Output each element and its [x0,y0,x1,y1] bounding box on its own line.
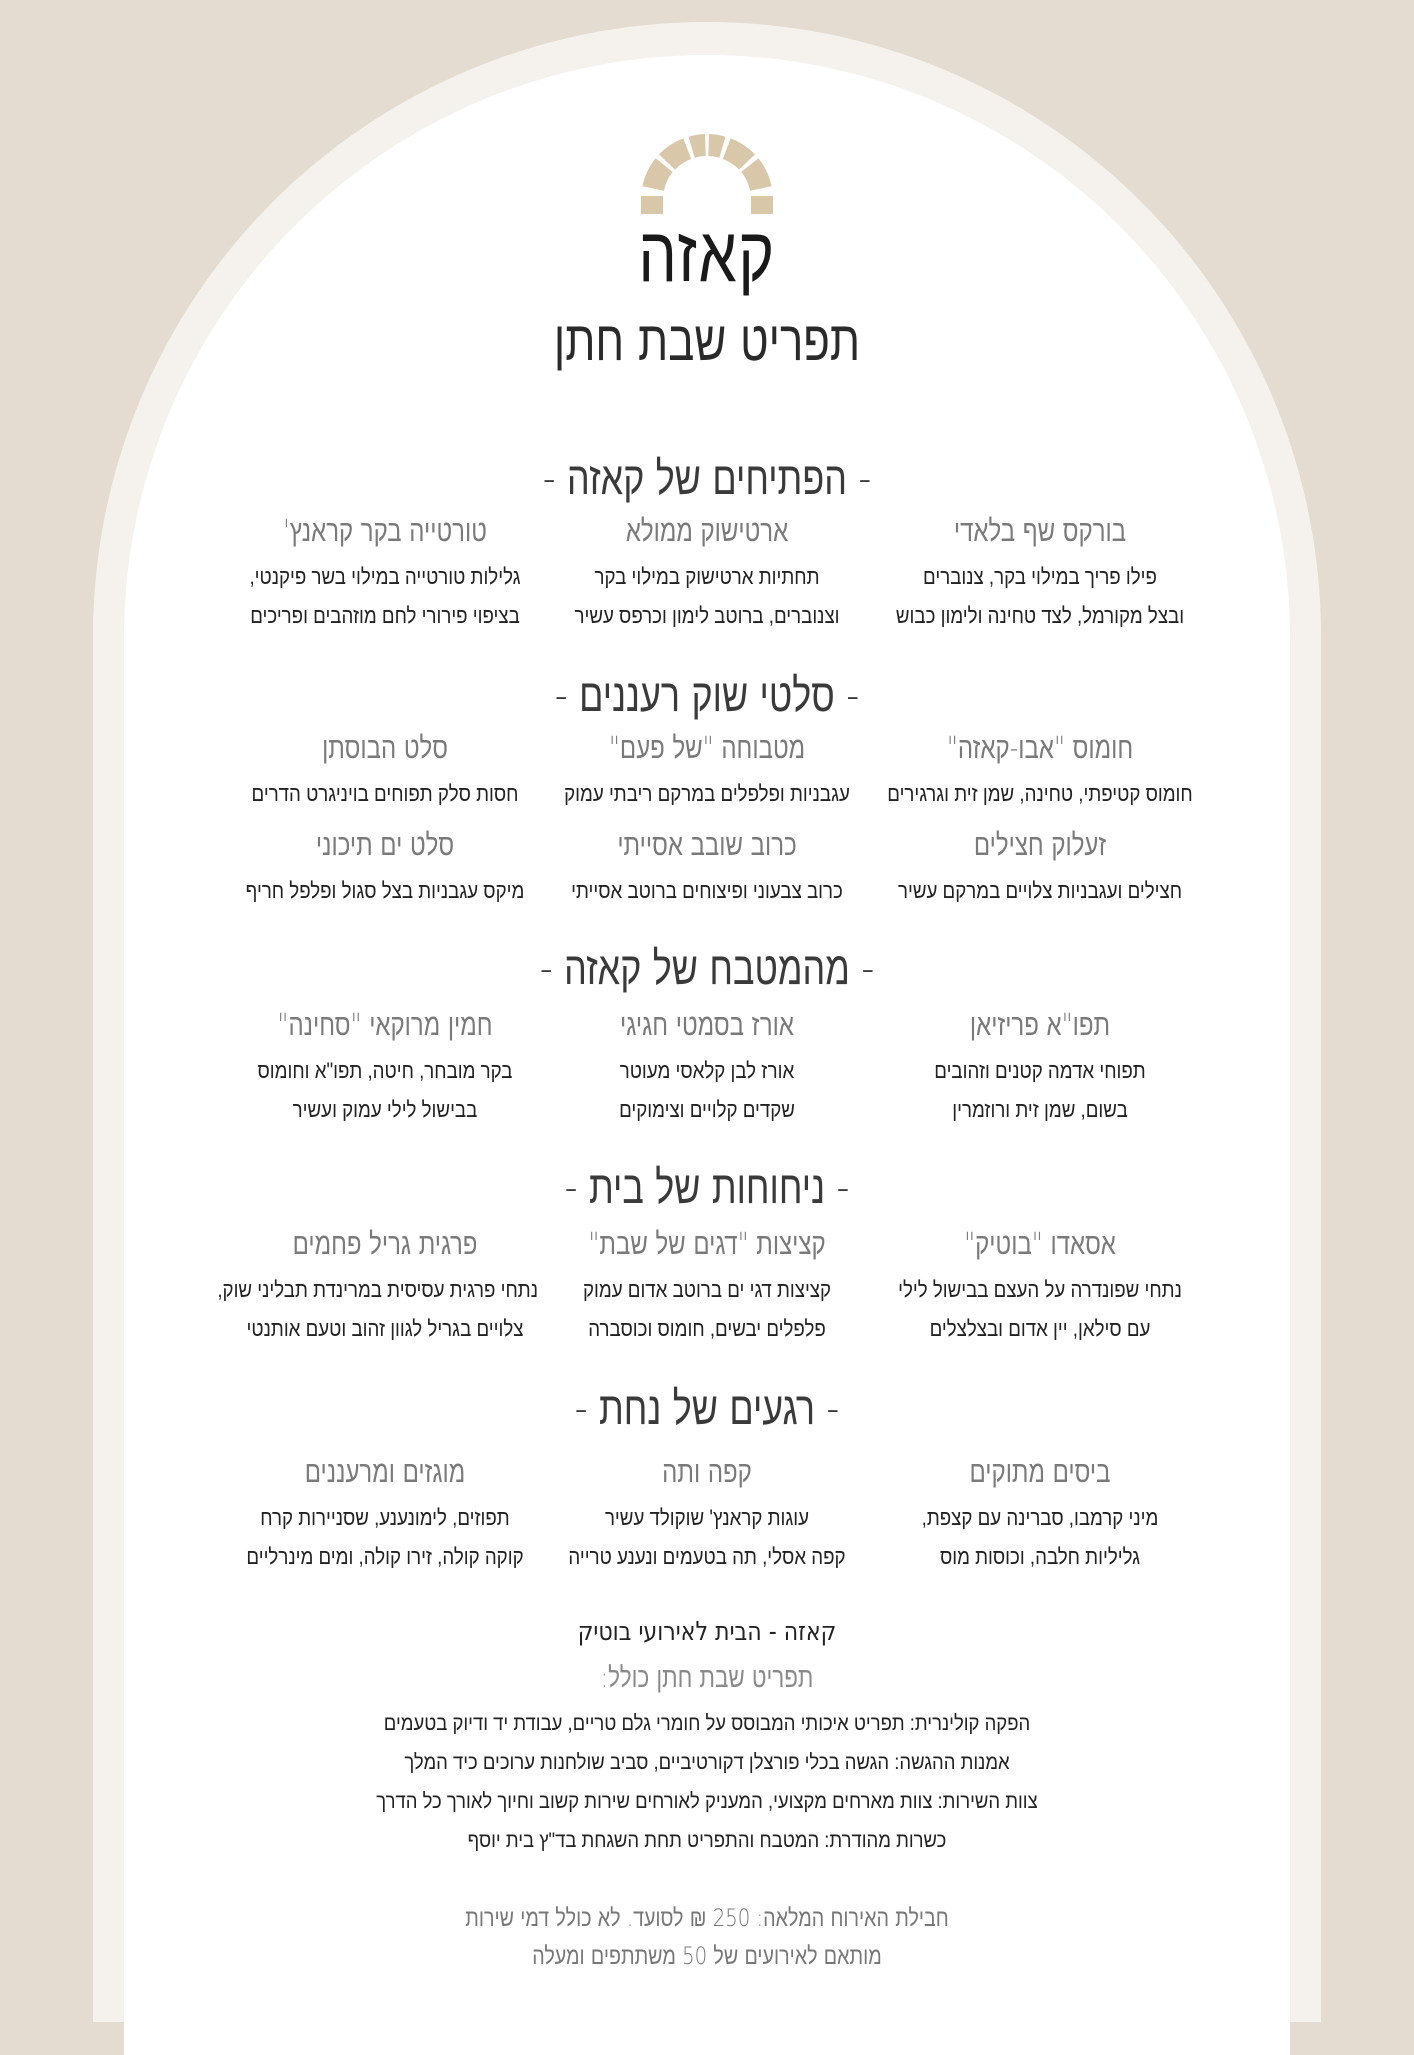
menu-item [860,512,1220,635]
footer-line: הפקה קולינרית: תפריט איכותי המבוסס על חומרי גלם טריים, עבודת יד ודיוק בטעמים [383,1712,1031,1735]
item-desc: בבישול לילי עמוק ועשיר [292,1097,478,1122]
menu-item [527,1006,887,1129]
menu-item [527,826,887,910]
item-desc: עוגות קראנץ' שוקולד עשיר [604,1505,810,1530]
menu-item [205,1225,565,1348]
item-name: סלט ים תיכוני [315,828,455,863]
item-name: כרוב שובב אסייתי [617,828,797,863]
section-heading: - מהמטבח של קאזה - [539,941,875,995]
menu-item [205,512,565,635]
item-desc: כרוב צבעוני ופיצוחים ברוטב אסייתי [571,878,843,903]
item-desc: קפה אסלי, תה בטעמים ונענע טרייה [568,1544,846,1569]
item-desc: חצילים ועגבניות צלויים במרקם עשיר [897,878,1183,903]
item-name: מטבוחה "של פעם" [608,731,806,766]
item-desc: פילו פריך במילוי בקר, צנוברים [923,564,1157,589]
item-desc: שקדים קלויים וצימוקים [619,1097,795,1122]
item-desc: גלילות טורטייה במילוי בשר פיקנטי, [249,564,521,589]
item-name: ביסים מתוקים [969,1455,1111,1490]
menu-item [860,1453,1220,1576]
item-desc: בשום, שמן זית ורוזמרין [952,1097,1128,1122]
item-name: פרגית גריל פחמים [292,1227,478,1262]
menu-item [860,1225,1220,1348]
item-desc: מיקס עגבניות בצל סגול ופלפל חריף [245,878,525,903]
item-desc: נתחי שפונדרה על העצם בבישול לילי [898,1277,1182,1302]
menu-item [860,729,1220,813]
item-name: טורטייה בקר קראנץ' [283,514,487,549]
item-name: חומוס "אבו-קאזה" [946,731,1134,766]
item-desc: אורז לבן קלאסי מעוטר [619,1058,795,1083]
section-heading: - הפתיחים של קאזה - [542,451,872,505]
item-desc: נתחי פרגית עסיסית במרינדת תבליני שוק, [217,1277,538,1302]
min-guests-line: מותאם לאירועים של 50 משתתפים ומעלה [532,1942,882,1970]
item-desc: צלויים בגריל לגוון זהוב וטעם אותנטי [246,1316,524,1341]
item-desc: עם סילאן, יין אדום ובצלצלים [929,1316,1151,1341]
item-desc: ובצל מקורמל, לצד טחינה ולימון כבוש [895,603,1185,628]
item-desc: חסות סלק תפוחים בויניגרט הדרים [251,781,519,806]
item-name: ארטישוק ממולא [625,514,789,549]
item-name: תפו"א פריזיאן [969,1008,1111,1043]
item-desc: קוקה קולה, זירו קולה, ומים מינרליים [246,1544,524,1569]
item-desc: בקר מובחר, חיטה, תפו"א וחומוס [257,1058,513,1083]
item-desc: קציצות דגי ים ברוטב אדום עמוק [582,1277,832,1302]
menu-item [527,1225,887,1348]
item-name: בורקס שף בלאדי [953,514,1127,549]
section-heading: - רגעים של נחת - [574,1381,840,1435]
section-heading: - ניחוחות של בית - [564,1160,850,1214]
menu-item [860,1006,1220,1129]
footer-line: כשרות מהודרת: המטבח והתפריט תחת השגחת בד"ץ בית יוסף [467,1829,947,1852]
menu-item [205,1453,565,1576]
item-name: אסאדו "בוטיק" [964,1227,1116,1262]
item-desc: בציפוי פירורי לחם מוזהבים ופריכים [250,603,520,628]
item-name: קציצות "דגים של שבת" [588,1227,826,1262]
footer-subtitle: תפריט שבת חתן כולל: [600,1661,814,1694]
item-name: סלט הבוסתן [322,731,448,766]
item-name: אורז בסמטי חגיגי [620,1008,794,1043]
item-desc: וצנוברים, ברוטב לימון וכרפס עשיר [574,603,840,628]
menu-subtitle: תפריט שבת חתן [553,309,861,374]
section-heading: - סלטי שוק רעננים - [554,668,860,722]
menu-item [205,1006,565,1129]
menu-item [527,729,887,813]
menu-item [860,826,1220,910]
menu-item [205,826,565,910]
footer-title: קאזה - הבית לאירועי בוטיק [577,1617,837,1647]
item-desc: פלפלים יבשים, חומוס וכוסברה [588,1316,826,1341]
item-desc: גליליות חלבה, וכוסות מוס [939,1544,1141,1569]
footer-line: צוות השירות: צוות מארחים מקצועי, המעניק לאורחים שירות קשוב וחיוך לאורך כל הדרך [376,1790,1038,1813]
item-desc: עגבניות ופלפלים במרקם ריבתי עמוק [564,781,850,806]
item-name: חמין מרוקאי "סחינה" [277,1008,493,1043]
brand-name: קאזה [638,210,776,300]
item-name: קפה ותה [662,1455,752,1490]
menu-item [527,512,887,635]
footer-line: אמנות ההגשה: הגשה בכלי פורצלן דקורטיביים, סביב שולחנות ערוכים כיד המלך [404,1751,1010,1774]
item-desc: תפוזים, לימונענע, שסניירות קרח [260,1505,510,1530]
item-name: זעלוק חצילים [973,828,1107,863]
item-desc: תפוחי אדמה קטנים וזהובים [934,1058,1146,1083]
price-line: חבילת האירוח המלאה: 250 ₪ לסועד. לא כולל דמי שירות [465,1904,949,1932]
menu-item [205,729,565,813]
item-name: מוגזים ומרעננים [304,1455,466,1490]
item-desc: תחתיות ארטישוק במילוי בקר [594,564,820,589]
item-desc: חומוס קטיפתי, טחינה, שמן זית וגרגירים [887,781,1193,806]
item-desc: מיני קרמבו, סברינה עם קצפת, [921,1505,1159,1530]
menu-item [527,1453,887,1576]
